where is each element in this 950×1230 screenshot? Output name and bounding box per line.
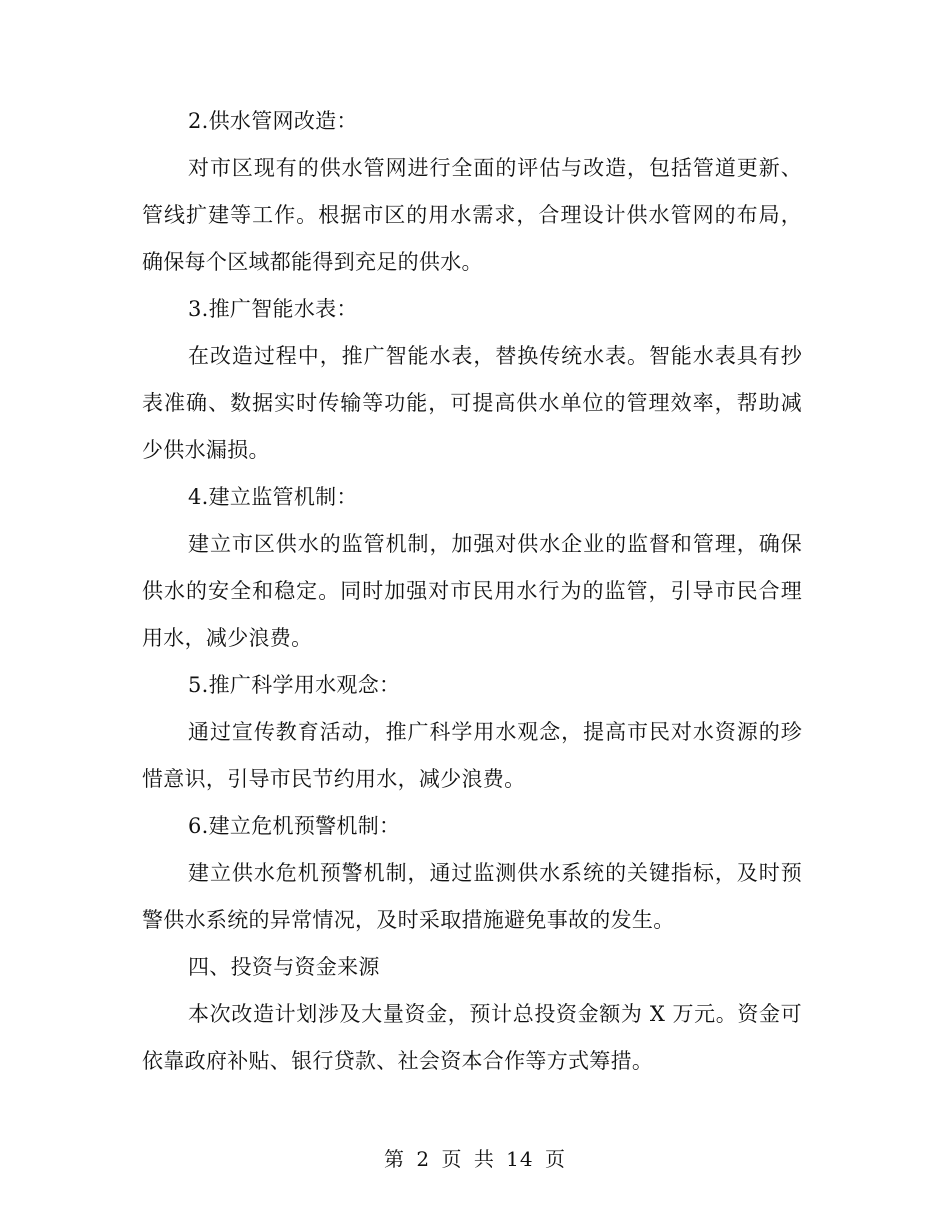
footer-total-word: 共 [473,1147,495,1171]
section-heading-investment: 四、投资与资金来源 [188,955,380,979]
paragraph-smart-meter: 在改造过程中，推广智能水表，替换传统水表。智能水表具有抄表准确、数据实时传输等功能，可提高供水单位的管理效率，帮助减少供水漏损。 [142,344,802,462]
document-body [142,98,802,1085]
paragraph-crisis-warning: 建立供水危机预警机制，通过监测供水系统的关键指标，及时预警供水系统的异常情况，及时采取措施避免事故的发生。 [142,861,802,932]
footer-page-word: 页 [441,1147,463,1171]
footer-suffix: 页 [544,1147,566,1171]
footer-current-page: 2 [416,1147,431,1171]
section-heading-pipe-network: 2.供水管网改造： [188,109,358,133]
paragraph-pipe-network: 对市区现有的供水管网进行全面的评估与改造，包括管道更新、管线扩建等工作。根据市区的用水需求，合理设计供水管网的布局，确保每个区域都能得到充足的供水。 [142,156,802,274]
section-heading-crisis-warning: 6.建立危机预警机制： [188,814,401,838]
paragraph-supervision: 建立市区供水的监管机制，加强对供水企业的监督和管理，确保供水的安全和稳定。同时加强对市民用水行为的监管，引导市民合理用水，减少浪费。 [142,532,802,650]
section-heading-water-concept: 5.推广科学用水观念： [188,673,401,697]
paragraph-water-concept: 通过宣传教育活动，推广科学用水观念，提高市民对水资源的珍惜意识，引导市民节约用水，减少浪费。 [142,720,802,791]
footer-prefix: 第 [384,1147,405,1171]
paragraph-investment: 本次改造计划涉及大量资金，预计总投资金额为 X 万元。资金可依靠政府补贴、银行贷款、社会资本合作等方式筹措。 [142,1002,802,1073]
section-heading-smart-meter: 3.推广智能水表： [188,297,358,321]
footer-total-pages: 14 [506,1147,534,1171]
page-footer [0,1144,950,1174]
section-heading-supervision: 4.建立监管机制： [188,485,358,509]
